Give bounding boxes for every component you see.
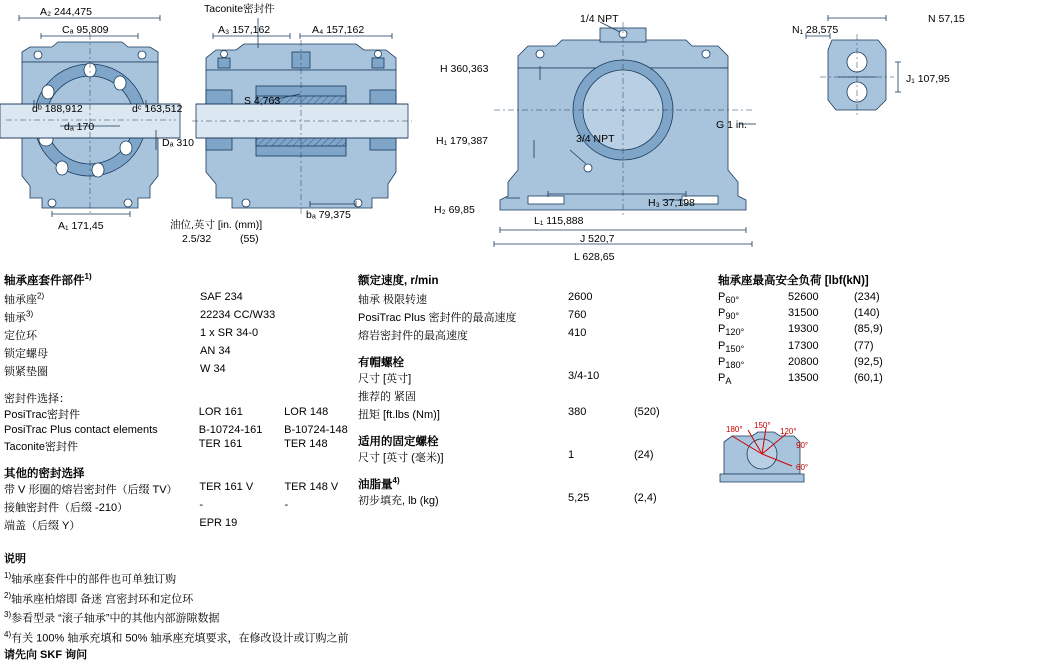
note-oil-value-mm: (55) <box>240 233 259 245</box>
row-value-2: LOR 148 <box>284 406 329 418</box>
dim-h: H 360,363 <box>440 63 489 75</box>
row-label-sub: 180° <box>725 359 745 370</box>
dim-j1: J₁ 107,95 <box>906 73 950 85</box>
dim-db: dᵇ 188,912 <box>32 103 83 115</box>
row-label: P <box>718 307 726 320</box>
dim-a2: A₂ 244,475 <box>40 6 92 18</box>
row-label: Taconite密封件 <box>4 441 78 453</box>
column-safe-loads <box>718 272 1048 388</box>
col1-header-sup: 1) <box>84 272 92 282</box>
row-value-1: LOR 161 <box>198 406 243 418</box>
dim-h2: H₂ 69,85 <box>434 204 475 216</box>
footnotes <box>4 552 349 663</box>
note-item <box>4 607 349 627</box>
col2-bolt-table <box>358 370 694 424</box>
row-value: W 34 <box>200 363 226 375</box>
dim-h3: H₃ 37,198 <box>648 197 695 209</box>
table-row <box>718 323 914 339</box>
row-label-sub: 90° <box>725 311 740 322</box>
note-text: 参看型录 “滚子轴承”中的其他内部游隙数据 <box>11 612 220 625</box>
row-label-sup: 3) <box>26 309 34 319</box>
col2-speed-table <box>358 291 634 345</box>
col1-seal-table <box>4 406 354 456</box>
row-label: PosiTrac Plus 密封件的最高速度 <box>358 312 517 324</box>
label-taconite: Taconite密封件 <box>204 3 275 15</box>
table-row <box>718 372 914 388</box>
row-value-2 <box>634 370 694 388</box>
note-oil-level: 油位,英寸 [in. (mm)] <box>170 219 263 231</box>
table-row <box>4 309 286 327</box>
angle-label-90: 90° <box>796 441 809 450</box>
angle-label-150: 150° <box>754 422 771 430</box>
row-value-2 <box>634 388 694 406</box>
table-row <box>4 363 286 381</box>
load-direction-figure <box>718 422 898 492</box>
table-row <box>358 370 694 388</box>
row-label: 锁紧垫圈 <box>4 366 48 378</box>
col2-grease-header <box>358 476 716 492</box>
row-label: P <box>718 355 726 368</box>
row-value-2: (77) <box>854 339 874 352</box>
row-value-2: TER 148 V <box>284 481 339 493</box>
row-value-1: 5,25 <box>568 492 590 504</box>
table-row <box>4 291 286 309</box>
table-row <box>4 517 354 535</box>
row-value-1: 13500 <box>788 371 819 384</box>
table-row <box>358 388 694 406</box>
row-label: 轴承 <box>4 312 26 324</box>
dim-npt-three-quarter: 3/4 NPT <box>576 133 615 145</box>
row-value-2: TER 148 <box>284 438 328 450</box>
col2-grease-header-sup: 4) <box>392 476 400 486</box>
row-value-2: (140) <box>854 307 880 320</box>
angle-label-120: 120° <box>780 427 797 436</box>
col2-grease-header-text: 油脂量 <box>358 479 393 491</box>
col1-header-text: 轴承座套件部件 <box>4 275 85 287</box>
notes-header: 说明 <box>4 553 26 565</box>
view-front-section <box>0 15 180 217</box>
note-num: 1) <box>4 571 12 580</box>
table-row <box>718 356 914 372</box>
row-label: 端盖（后缀 Y） <box>4 520 81 532</box>
row-value: 1 x SR 34-0 <box>200 327 259 339</box>
row-value-1: 17300 <box>788 339 819 352</box>
row-label: 接触密封件（后缀 -210） <box>4 502 129 514</box>
col2-bolt-header: 有帽螺栓 <box>358 357 404 369</box>
column-housing-kit <box>4 272 354 535</box>
row-label: 带 V 形圈的熔岩密封件（后缀 TV） <box>4 484 178 496</box>
col2-grease-table <box>358 492 694 510</box>
row-label: 扭矩 [ft.lbs (Nm)] <box>358 409 440 421</box>
table-row <box>4 481 354 499</box>
angle-label-60: 60° <box>796 463 809 472</box>
row-label: P <box>718 371 726 384</box>
row-label: P <box>718 323 726 336</box>
row-value-1 <box>568 388 634 406</box>
row-label: 熔岩密封件的最高速度 <box>358 330 468 342</box>
dim-s: S 4,763 <box>244 95 281 107</box>
note-text: 轴承座套件中的部件也可单独订购 <box>11 573 177 586</box>
dim-g: G 1 in. <box>716 119 747 131</box>
row-label: P <box>718 339 726 352</box>
table-row <box>4 406 354 424</box>
col3-load-table <box>718 291 914 388</box>
dim-j: J 520,7 <box>580 233 615 245</box>
table-row <box>358 492 694 510</box>
row-label-sub: 120° <box>725 327 745 338</box>
row-label-sub: 60° <box>725 295 740 306</box>
col1-other-table <box>4 481 354 535</box>
view-side-elevation <box>494 22 756 247</box>
row-value: 2600 <box>568 291 593 303</box>
column-speeds-bolts <box>358 272 716 510</box>
view-axial-section <box>192 18 412 214</box>
table-row <box>358 449 694 467</box>
row-value-2: B-10724-148 <box>284 424 348 436</box>
dim-h1: H₁ 179,387 <box>436 135 488 147</box>
technical-drawings-panel <box>0 0 1050 266</box>
dim-ba: bₐ 79,375 <box>306 209 351 221</box>
dim-a1: A₁ 171,45 <box>58 220 104 232</box>
dim-da-inner: dₐ 170 <box>64 121 95 133</box>
table-row <box>718 291 914 307</box>
table-row <box>718 340 914 356</box>
row-value: 410 <box>568 327 587 339</box>
dim-dc: dᶜ 163,512 <box>132 103 183 115</box>
col1-seal-header: 密封件选择： <box>4 393 70 405</box>
table-row <box>358 309 634 327</box>
row-value: SAF 234 <box>200 291 243 303</box>
row-label: PosiTrac密封件 <box>4 409 80 421</box>
row-value-1: 380 <box>568 406 587 418</box>
dim-a3: A₃ 157,162 <box>218 24 271 36</box>
row-value-1: 31500 <box>788 307 819 320</box>
table-row <box>358 406 694 424</box>
note-num: 2) <box>4 590 12 600</box>
row-value-2 <box>284 517 354 535</box>
row-value-1: 20800 <box>788 355 819 368</box>
note-num: 4) <box>4 629 12 639</box>
col1-kit-table <box>4 291 286 381</box>
dim-l1: L₁ 115,888 <box>534 215 584 227</box>
row-value-2: (2,4) <box>634 492 657 504</box>
note-text: 轴承座柏熔即 备迷 宫密封环和定位环 <box>11 593 194 606</box>
row-label: 初步填充, lb (kg) <box>358 495 439 507</box>
table-row <box>4 499 354 517</box>
row-value-2: - <box>284 499 289 511</box>
row-value-1: 19300 <box>788 323 819 336</box>
table-row <box>4 327 286 345</box>
col1-header <box>4 272 354 288</box>
row-label-sup: 2) <box>37 291 45 301</box>
row-value-1: TER 161 V <box>199 481 254 493</box>
table-row <box>4 345 286 363</box>
row-label: P <box>718 291 726 303</box>
row-value-2: (60,1) <box>854 371 883 384</box>
row-label: 尺寸 [英寸 (毫米)] <box>358 452 444 464</box>
note-item <box>4 568 349 588</box>
dim-npt-quarter: 1/4 NPT <box>580 13 619 25</box>
note-text: 有关 100% 轴承充填和 50% 轴承座充填要求，在修改设计或订购之前 <box>11 632 349 645</box>
table-row <box>358 291 634 309</box>
row-value: 22234 CC/W33 <box>200 309 276 321</box>
angle-label-180: 180° <box>726 425 743 434</box>
table-row <box>4 424 354 438</box>
dim-ca: Cₐ 95,809 <box>62 24 109 36</box>
table-row <box>4 438 354 456</box>
col1-other-header: 其他的密封选择 <box>4 468 85 480</box>
row-label: 锁定螺母 <box>4 348 48 360</box>
col3-header: 轴承座最高安全负荷 [lbf(kN)] <box>718 275 869 287</box>
load-figure-svg <box>718 422 898 492</box>
col2-fix-table <box>358 449 694 467</box>
row-value-1: 52600 <box>788 291 819 303</box>
row-value-2: (24) <box>634 449 654 461</box>
row-label: PosiTrac Plus contact elements <box>4 424 158 436</box>
dim-da-outer: Dₐ 310 <box>162 137 194 149</box>
dim-n: N 57,15 <box>928 13 965 25</box>
note-item <box>4 627 349 647</box>
row-label: 轴承座 <box>4 294 37 306</box>
table-row <box>358 327 634 345</box>
row-label: 轴承 极限转速 <box>358 294 428 306</box>
row-value-2: (234) <box>854 291 880 303</box>
row-value-1: TER 161 <box>198 438 243 450</box>
drawing-svg <box>0 0 1050 266</box>
note-item <box>4 588 349 608</box>
row-value: 760 <box>568 309 587 321</box>
note-num: 3) <box>4 610 12 620</box>
row-value-1: 3/4-10 <box>568 370 600 382</box>
row-label: 定位环 <box>4 330 37 342</box>
col2-speed-header: 额定速度, r/min <box>358 275 439 287</box>
table-row <box>718 307 914 323</box>
notes-contact: 请先向 SKF 询问 <box>4 648 88 661</box>
row-value-2: (85,9) <box>854 323 883 336</box>
note-oil-value: 2.5/32 <box>182 233 212 245</box>
spec-tables <box>0 272 1050 661</box>
row-value: AN 34 <box>200 345 231 357</box>
row-label-sub: A <box>725 376 732 387</box>
dim-l: L 628,65 <box>574 251 615 263</box>
row-value-1: EPR 19 <box>199 517 238 529</box>
dim-n1: N₁ 28,575 <box>792 24 839 36</box>
row-value-1: - <box>199 499 204 511</box>
row-label: 推荐的 紧固 <box>358 391 417 403</box>
dim-a4: A₄ 157,162 <box>312 24 365 36</box>
row-value-2: (520) <box>634 406 660 418</box>
row-value-2: (92,5) <box>854 355 883 368</box>
col2-fix-header: 适用的固定螺栓 <box>358 436 439 448</box>
row-value-1: 1 <box>568 449 575 461</box>
row-label-sub: 150° <box>725 343 745 354</box>
row-value-1: B-10724-161 <box>198 424 263 436</box>
row-label: 尺寸 [英寸] <box>358 373 412 385</box>
